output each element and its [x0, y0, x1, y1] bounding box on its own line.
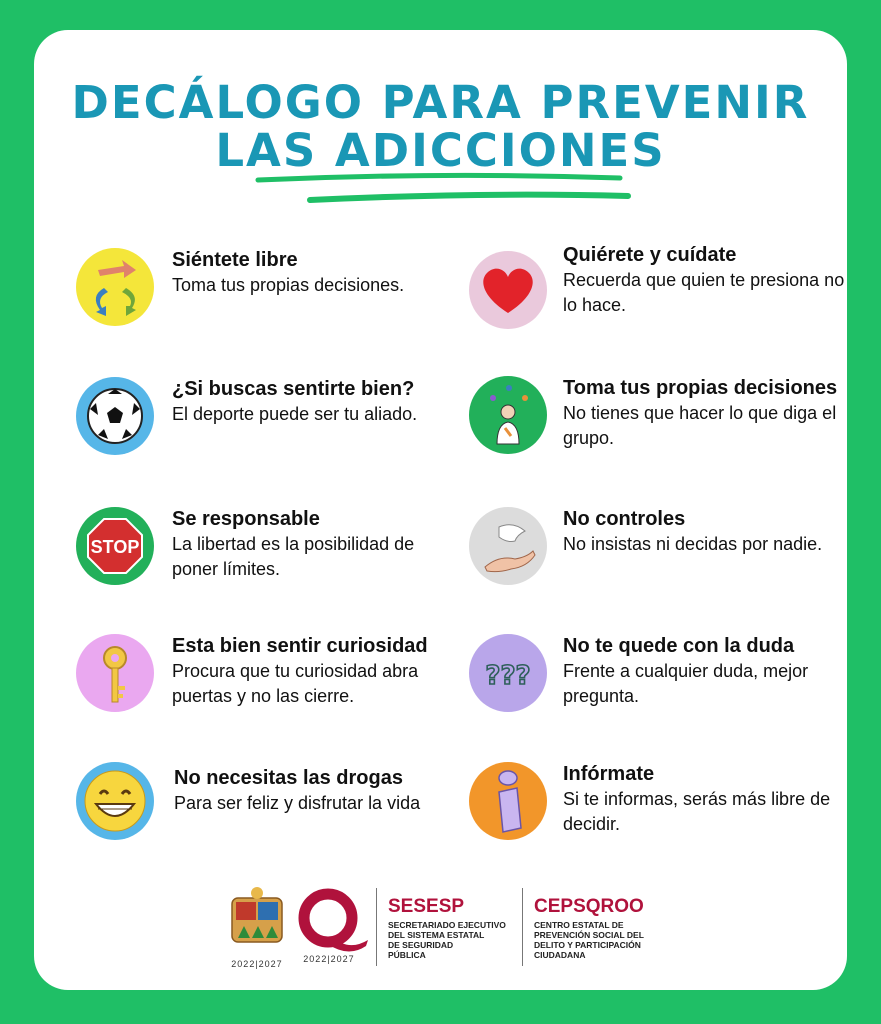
sesesp-desc-line: PÚBLICA — [388, 950, 426, 960]
title-line-2: LAS ADICCIONES — [215, 124, 666, 177]
item-heading: Toma tus propias decisiones — [563, 377, 838, 399]
cepsqroo-desc-line: CIUDADANA — [534, 950, 586, 960]
item-body: El deporte puede ser tu aliado. — [172, 404, 418, 424]
soccer-ball-icon — [76, 377, 154, 455]
q-logo — [294, 888, 370, 954]
cepsqroo-desc-line: PREVENCIÓN SOCIAL DEL — [534, 930, 644, 940]
item-body: No tienes que hacer lo que diga el grupo. — [563, 403, 837, 448]
item-body: Frente a cualquier duda, mejor pregunta. — [563, 661, 809, 706]
footer-divider-2 — [522, 888, 523, 966]
item-heading: Siéntete libre — [172, 249, 298, 271]
cepsqroo-desc-line: CENTRO ESTATAL DE — [534, 920, 624, 930]
item-body: Recuerda que quien te presiona no lo hace. — [563, 270, 845, 315]
title-line-1: DECÁLOGO PARA PREVENIR — [71, 76, 810, 129]
q-years: 2022|2027 — [303, 954, 355, 964]
question-marks-text: ??? — [485, 661, 531, 691]
state-coat-of-arms-logo — [226, 884, 288, 956]
item-heading: No te quede con la duda — [563, 635, 795, 657]
item-heading: Esta bien sentir curiosidad — [172, 635, 428, 657]
item-heading: Infórmate — [563, 763, 655, 785]
dove-hand-icon — [469, 507, 547, 585]
item-body: Toma tus propias decisiones. — [172, 275, 405, 295]
item-body: Si te informas, serás más libre de decidir. — [563, 789, 831, 834]
grinning-face-icon — [76, 762, 154, 840]
key-icon — [76, 634, 154, 712]
item-heading: ¿Si buscas sentirte bien? — [172, 378, 415, 400]
footer-divider-1 — [376, 888, 377, 966]
sesesp-description — [388, 920, 506, 960]
item-body: No insistas ni decidas por nadie. — [563, 534, 823, 554]
info-icon — [469, 762, 547, 840]
item-body: Para ser feliz y disfrutar la vida — [174, 793, 421, 813]
item-body: Procura que tu curiosidad abra puertas y no las cierre. — [172, 661, 419, 706]
sesesp-desc-line: DEL SISTEMA ESTATAL — [388, 930, 485, 940]
stop-sign-icon — [76, 507, 154, 585]
item-heading: Se responsable — [172, 508, 320, 530]
item-heading: No necesitas las drogas — [174, 767, 403, 789]
cepsqroo-desc-line: DELITO Y PARTICIPACIÓN — [534, 940, 641, 950]
sesesp-name: SESESP — [388, 896, 465, 917]
gov-years: 2022|2027 — [231, 959, 283, 969]
title-underline — [250, 170, 640, 210]
thinking-person-icon — [469, 376, 547, 454]
sesesp-desc-line: DE SEGURIDAD — [388, 940, 454, 950]
question-marks-icon — [469, 634, 547, 712]
stop-sign-text: STOP — [90, 537, 140, 557]
footer-logos — [0, 880, 881, 980]
sesesp-desc-line: SECRETARIADO EJECUTIVO — [388, 920, 506, 930]
swap-arrows-icon — [76, 248, 154, 326]
cepsqroo-name: CEPSQROO — [534, 896, 644, 917]
cepsqroo-description — [534, 920, 644, 960]
heart-icon — [469, 251, 547, 329]
item-heading: No controles — [563, 508, 686, 530]
item-heading: Quiérete y cuídate — [563, 244, 737, 266]
item-body: La libertad es la posibilidad de poner límites. — [172, 534, 415, 579]
